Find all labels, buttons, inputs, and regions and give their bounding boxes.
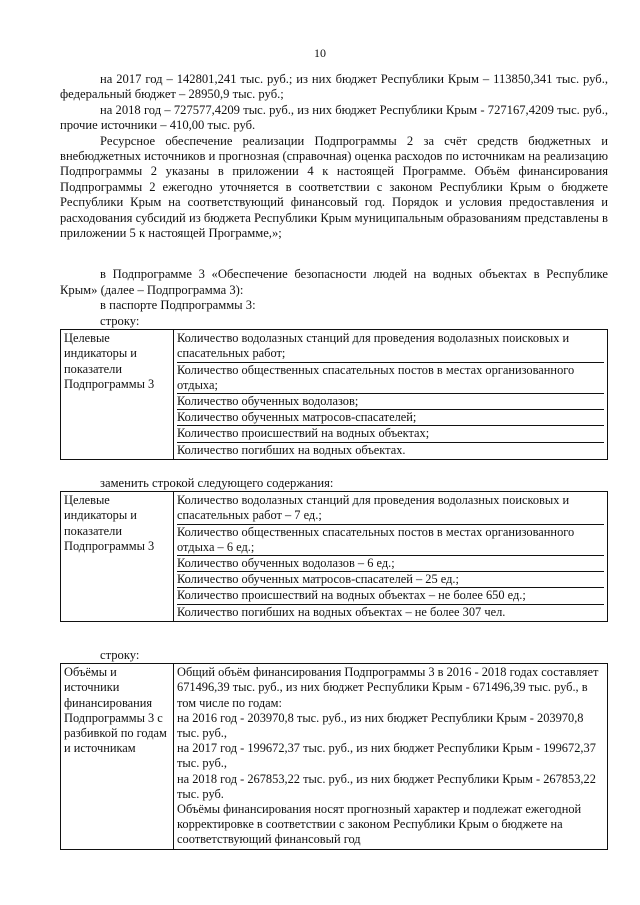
table3-line: на 2017 год - 199672,37 тыс. руб., из них бюджет Республики Крым - 199672,37 тыс. руб., bbox=[177, 741, 596, 771]
paragraph-2017: на 2017 год – 142801,241 тыс. руб.; из них бюджет Республики Крым – 113850,341 тыс. руб., федеральный бюджет – 28950,9 тыс. руб.; bbox=[60, 72, 608, 102]
table-indicators-new bbox=[60, 491, 608, 622]
table3-line: Объёмы финансирования носят прогнозный характер и подлежат ежегодной корректировке в соответствии с законом Республики Крым о бюджете на соответствующий финансовый год bbox=[177, 801, 582, 847]
row-label-1: строку: bbox=[100, 313, 140, 328]
table3-right-cell bbox=[174, 664, 608, 849]
passport-line: в паспорте Подпрограммы 3: bbox=[100, 298, 256, 313]
replace-line: заменить строкой следующего содержания: bbox=[100, 475, 334, 490]
table2-item: Количество общественных спасательных постов в местах организованного отдыха – 6 ед.; bbox=[177, 525, 604, 556]
table1-right-cell bbox=[174, 330, 608, 460]
section-intro: в Подпрограмме 3 «Обеспечение безопасности людей на водных объектах в Республике Крым» (далее – Подпрограмма 3): bbox=[60, 267, 608, 297]
table1-item: Количество погибших на водных объектах. bbox=[177, 442, 406, 457]
row-label-2: строку: bbox=[100, 647, 140, 662]
table3-line: Общий объём финансирования Подпрограммы 3 в 2016 - 2018 годах составляет 671496,39 тыс. руб., из них бюджет Республики Крым - 671496,39 тыс. руб., в том числе по годам: bbox=[177, 665, 599, 710]
table3-line: на 2016 год - 203970,8 тыс. руб., из них бюджет Республики Крым - 203970,8 тыс. руб., bbox=[177, 710, 584, 740]
table2-right-cell bbox=[174, 492, 608, 622]
table2-left-cell: Целевые индикаторы и показатели Подпрограммы 3 bbox=[61, 492, 174, 622]
table3-line: на 2018 год - 267853,22 тыс. руб., из них бюджет Республики Крым - 267853,22 тыс. руб. bbox=[177, 771, 596, 801]
table1-item: Количество обученных водолазов; bbox=[177, 394, 604, 410]
table1-item: Количество общественных спасательных постов в местах организованного отдыха; bbox=[177, 363, 604, 394]
document-body bbox=[60, 72, 608, 850]
table-financing bbox=[60, 663, 608, 849]
table2-item: Количество погибших на водных объектах – не более 307 чел. bbox=[177, 604, 506, 619]
table2-item: Количество обученных матросов-спасателей – 25 ед.; bbox=[177, 572, 604, 588]
page-number: 10 bbox=[314, 46, 326, 60]
table-indicators-old bbox=[60, 329, 608, 460]
paragraph-2018: на 2018 год – 727577,4209 тыс. руб., из них бюджет Республики Крым - 727167,4209 тыс. руб., прочие источники – 410,00 тыс. руб. bbox=[60, 102, 608, 133]
table2-item: Количество обученных водолазов – 6 ед.; bbox=[177, 556, 604, 572]
table2-item: Количество происшествий на водных объектах – не более 650 ед.; bbox=[177, 588, 604, 604]
table1-item: Количество происшествий на водных объектах; bbox=[177, 426, 604, 442]
table1-item: Количество водолазных станций для проведения водолазных поисковых и спасательных работ; bbox=[177, 331, 604, 362]
table1-left-cell: Целевые индикаторы и показатели Подпрограммы 3 bbox=[61, 330, 174, 460]
paragraph-resources: Ресурсное обеспечение реализации Подпрограммы 2 за счёт средств бюджетных и внебюджетных источников и прогнозная (справочная) оценка расходов по источникам на реализацию Подпрограммы 2 указаны в приложении 4 к настоящей Программе. Объём финансирования Подпрограммы 2 ежегодно уточняется в соответствии с законом Республики Крым о бюджете Республики Крым на соответствующий финансовый год. Порядок и условия предоставления и расходования субсидий из бюджета Республики Крым муниципальным образованиям представлены в приложении 5 к настоящей Программе,»; bbox=[60, 133, 608, 241]
table1-item: Количество обученных матросов-спасателей; bbox=[177, 410, 604, 426]
table3-left-cell: Объёмы и источники финансирования Подпрограммы 3 с разбивкой по годам и источникам bbox=[61, 664, 174, 849]
table2-item: Количество водолазных станций для проведения водолазных поисковых и спасательных работ – 7 ед.; bbox=[177, 493, 604, 524]
